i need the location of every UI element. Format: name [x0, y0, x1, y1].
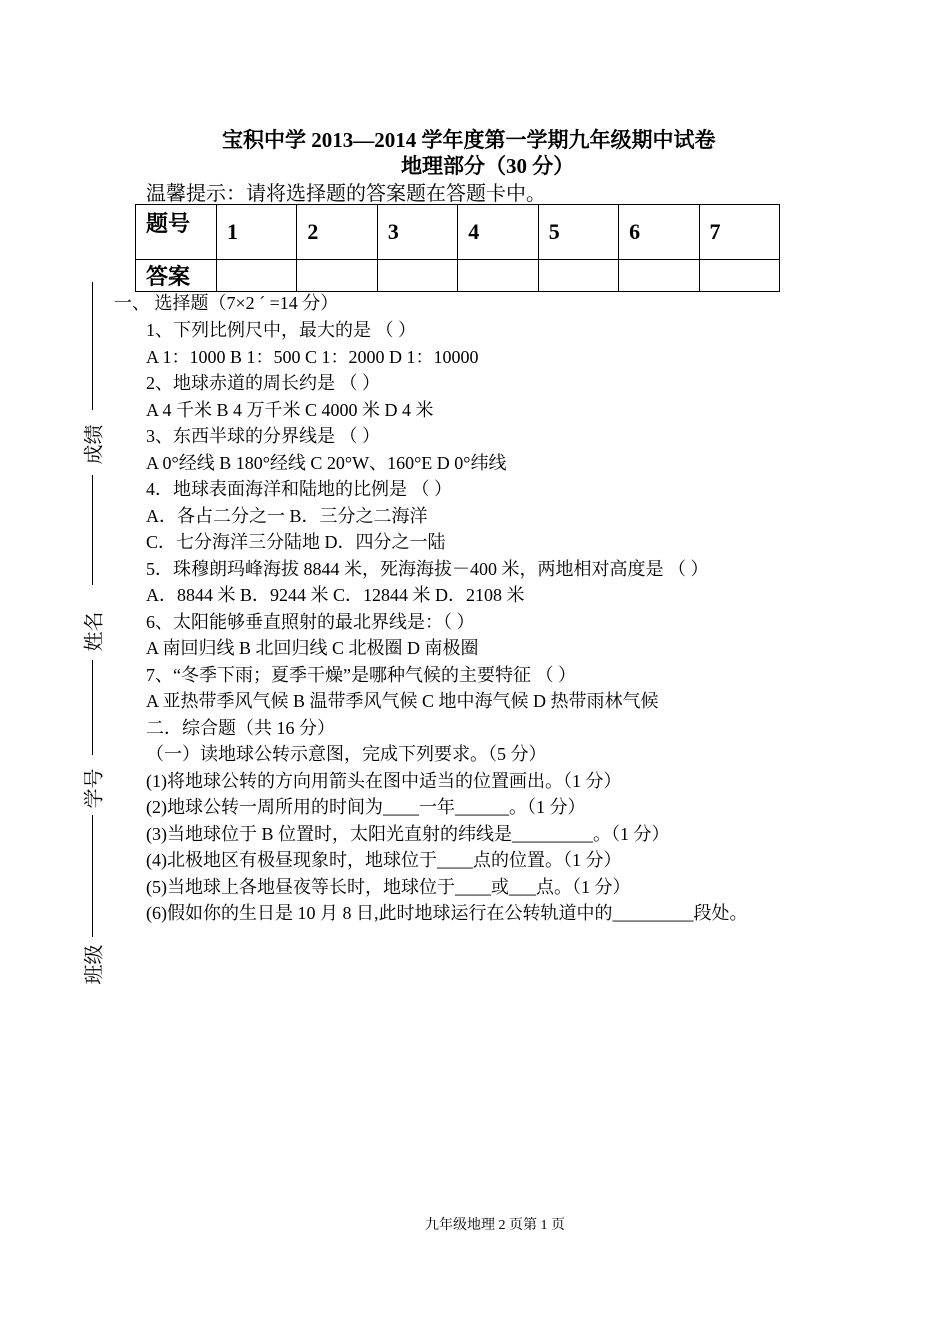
- question-line: 6、太阳能够垂直照射的最北界线是：（ ）: [146, 612, 475, 632]
- row-label-answer: 答案: [136, 260, 217, 292]
- option-line: A 1：1000 B 1：500 C 1：2000 D 1：10000: [146, 347, 479, 367]
- question-number-cell: 2: [297, 205, 377, 260]
- answer-table: [135, 204, 780, 292]
- option-line: A 南回归线 B 北回归线 C 北极圈 D 南极圈: [146, 638, 479, 658]
- question-line: (5)当地球上各地昼夜等长时，地球位于____或___点。（1 分）: [146, 877, 631, 897]
- student-id-field-line: [92, 660, 93, 755]
- question-number-cell: 1: [217, 205, 297, 260]
- question-number-cell: 5: [538, 205, 618, 260]
- question-line: 5．珠穆朗玛峰海拔 8844 米，死海海拔－400 米，两地相对高度是 （ ）: [146, 559, 709, 579]
- answer-cell[interactable]: [538, 260, 618, 292]
- class-field-line: [92, 815, 93, 937]
- exam-title: 宝积中学 2013—2014 学年度第一学期九年级期中试卷: [222, 128, 716, 152]
- section-heading-choice: 一、 选择题（7×2 ´ =14 分）: [114, 293, 339, 313]
- option-line: A．8844 米 B．9244 米 C．12844 米 D．2108 米: [146, 585, 525, 605]
- question-line: 2、地球赤道的周长约是 （ ）: [146, 373, 380, 393]
- answer-cell[interactable]: [699, 260, 779, 292]
- answer-table-answer-row: [136, 260, 780, 292]
- answer-cell[interactable]: [297, 260, 377, 292]
- name-label: 姓名: [83, 611, 106, 652]
- question-line: (3)当地球位于 B 位置时，太阳光直射的纬线是_________。（1 分）: [146, 824, 670, 844]
- answer-cell[interactable]: [619, 260, 699, 292]
- student-id-label: 学号: [83, 768, 106, 809]
- answer-cell[interactable]: [458, 260, 538, 292]
- question-number-cell: 6: [619, 205, 699, 260]
- question-line: (1)将地球公转的方向用箭头在图中适当的位置画出。（1 分）: [146, 771, 622, 791]
- option-line: A 4 千米 B 4 万千米 C 4000 米 D 4 米: [146, 400, 434, 420]
- answer-cell[interactable]: [217, 260, 297, 292]
- question-line: 3、东西半球的分界线是 （ ）: [146, 426, 380, 446]
- class-label: 班级: [83, 944, 106, 985]
- question-number-cell: 7: [699, 205, 779, 260]
- question-line: (4)北极地区有极昼现象时，地球位于____点的位置。（1 分）: [146, 850, 622, 870]
- question-number-cell: 4: [458, 205, 538, 260]
- option-line: A 亚热带季风气候 B 温带季风气候 C 地中海气候 D 热带雨林气候: [146, 691, 659, 711]
- page-footer: 九年级地理 2 页第 1 页: [425, 1218, 565, 1233]
- question-line: (6)假如你的生日是 10 月 8 日,此时地球运行在公转轨道中的_________段处。: [146, 903, 748, 923]
- question-line: 4．地球表面海洋和陆地的比例是 （ ）: [146, 479, 452, 499]
- score-label: 成绩: [83, 424, 106, 465]
- question-line: 7、“冬季下雨；夏季干燥”是哪种气候的主要特征 （ ）: [146, 665, 576, 685]
- row-label-question: 题号: [136, 205, 217, 260]
- question-line: （一）读地球公转示意图，完成下列要求。（5 分）: [146, 744, 547, 764]
- score-field-line: [92, 282, 93, 410]
- tip-text: 温馨提示：请将选择题的答案题在答题卡中。: [146, 183, 546, 205]
- question-line: (2)地球公转一周所用的时间为____一年______。（1 分）: [146, 797, 586, 817]
- option-line: A．各占二分之一 B．三分之二海洋: [146, 506, 428, 526]
- question-line: 1、下列比例尺中，最大的是 （ ）: [146, 320, 416, 340]
- answer-cell[interactable]: [377, 260, 457, 292]
- option-line: C．七分海洋三分陆地 D．四分之一陆: [146, 532, 446, 552]
- exam-subtitle: 地理部分（30 分）: [401, 154, 575, 178]
- question-number-cell: 3: [377, 205, 457, 260]
- section-heading-comprehensive: 二．综合题（共 16 分）: [146, 718, 335, 738]
- answer-table-number-row: [136, 205, 780, 260]
- name-field-line: [92, 475, 93, 585]
- option-line: A 0°经线 B 180°经线 C 20°W、160°E D 0°纬线: [146, 453, 507, 473]
